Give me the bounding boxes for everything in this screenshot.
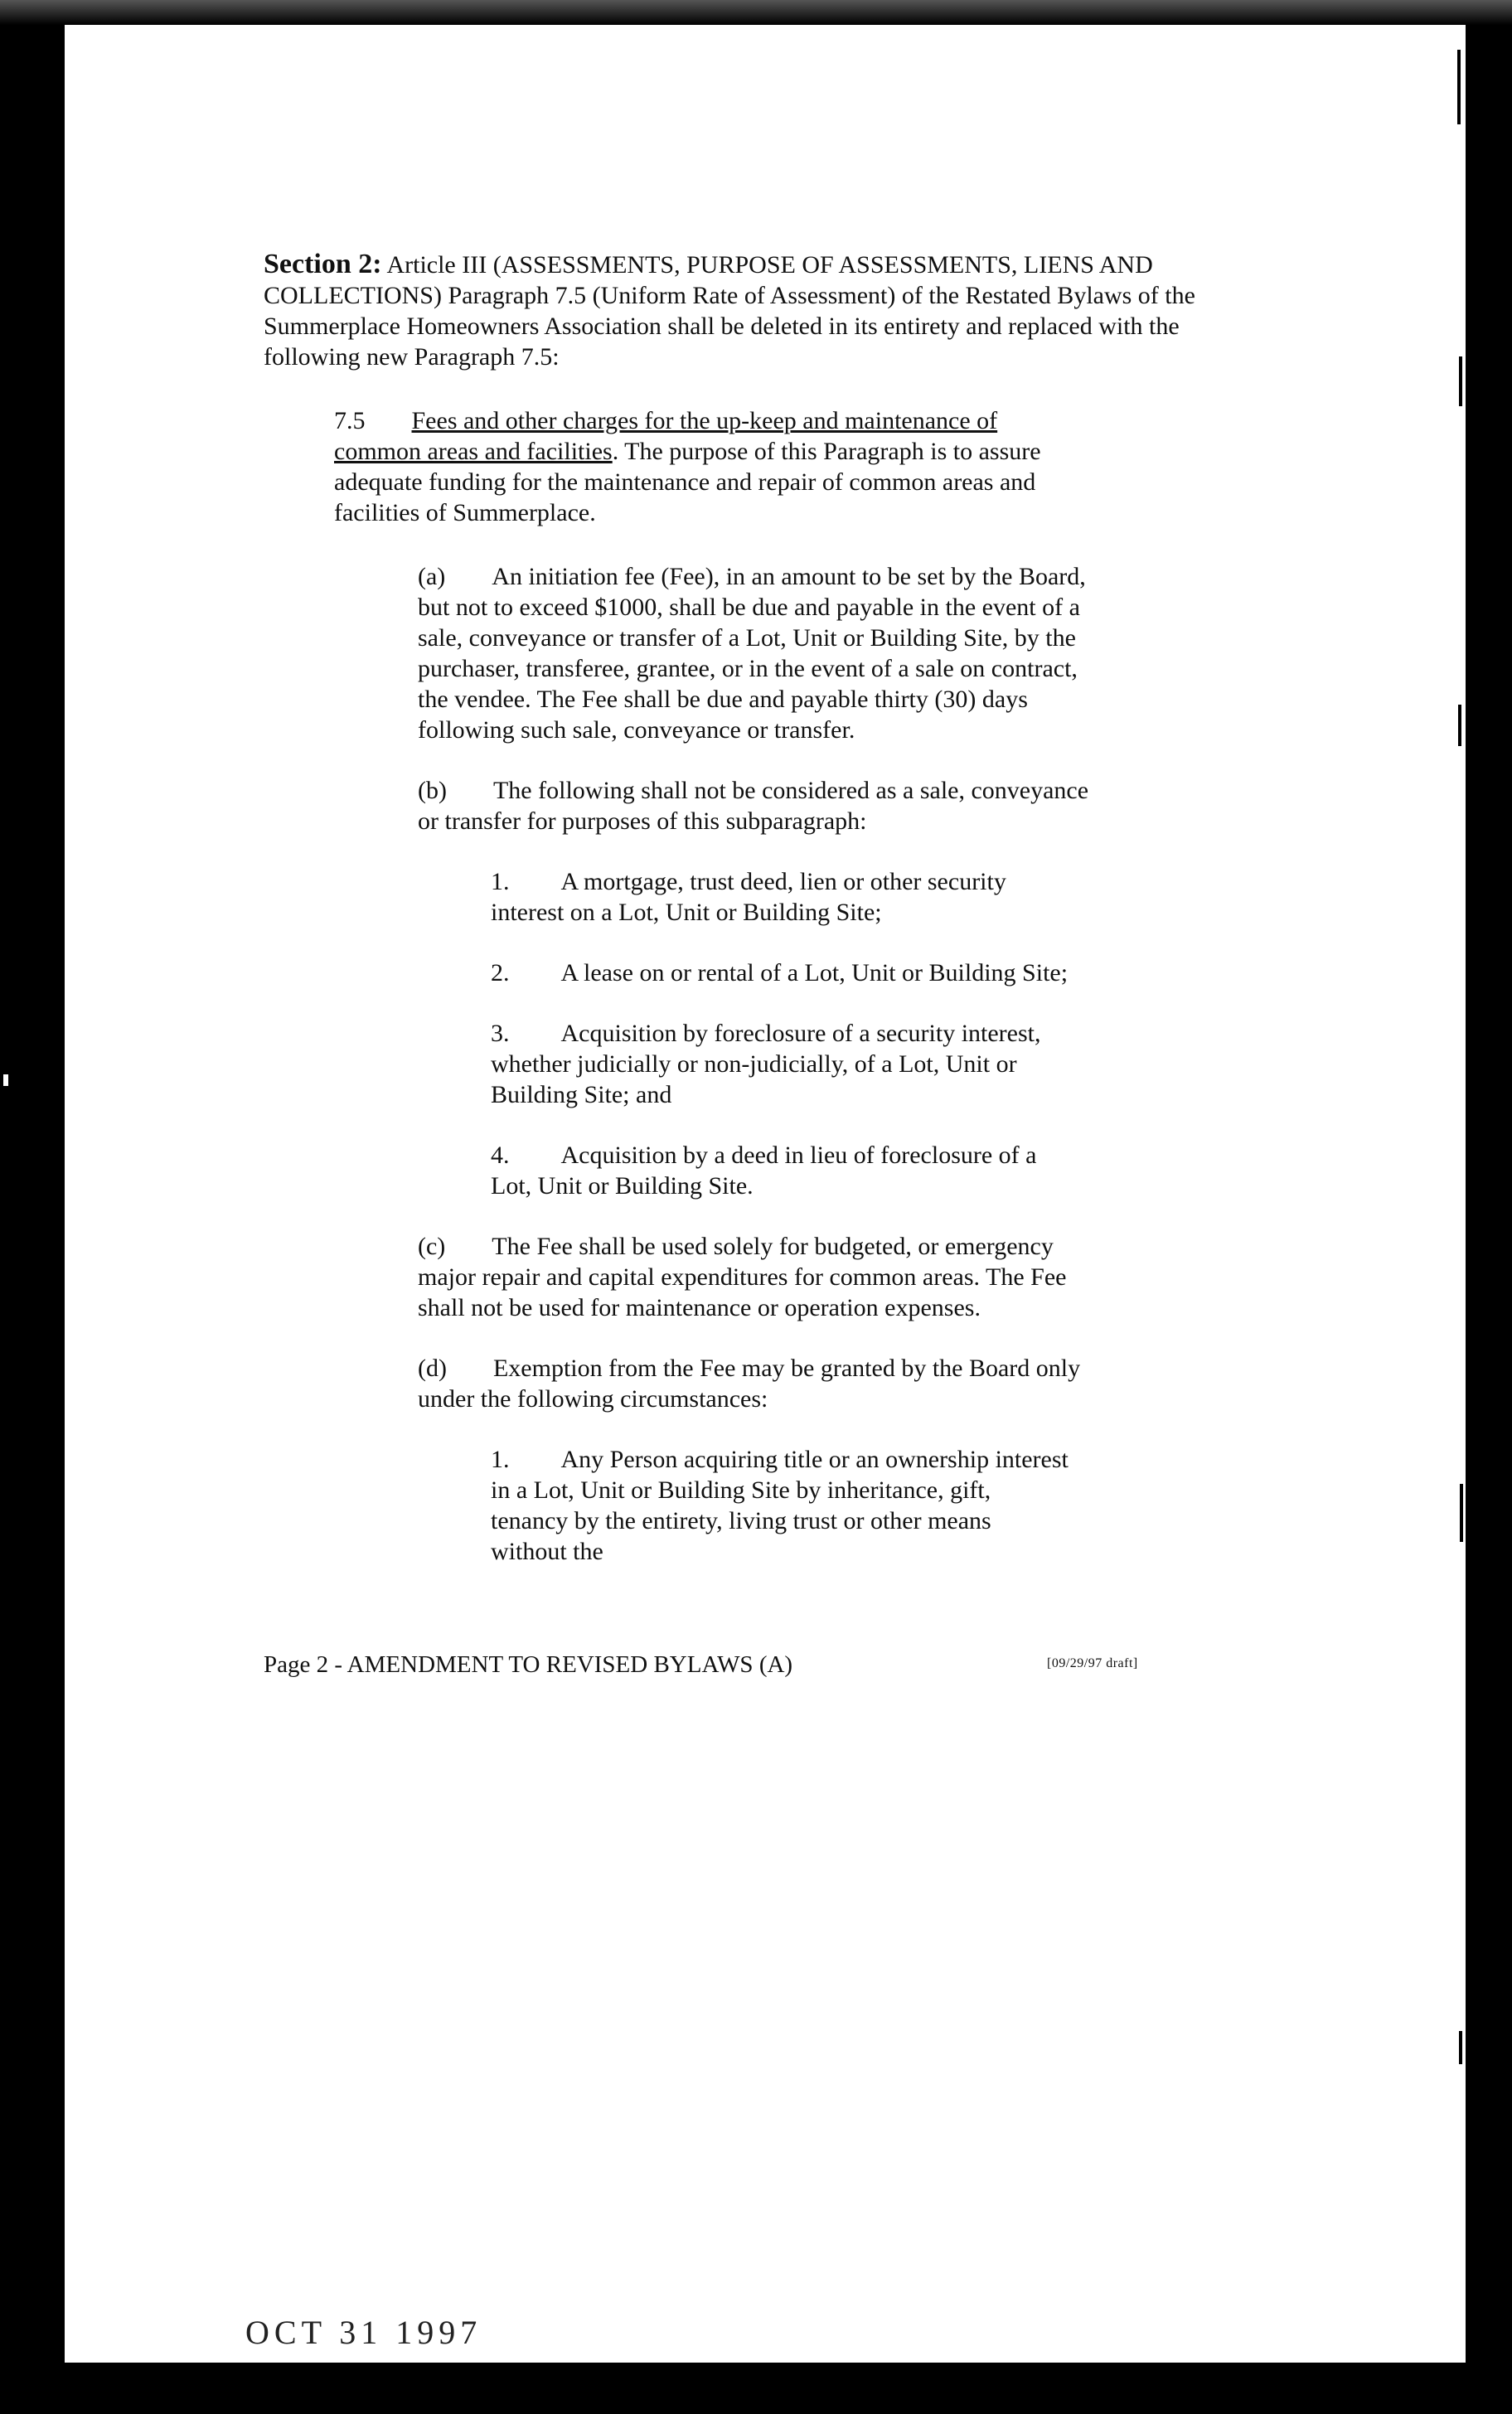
list-item-text: Acquisition by a deed in lieu of foreclosure of a Lot, Unit or Building Site. <box>491 1142 1037 1200</box>
subparagraph-a <box>418 561 1106 745</box>
footer-draft-note: [09/29/97 draft] <box>1047 1656 1138 1670</box>
paragraph-title: Fees and other charges for the up-keep and maintenance of common areas and facilities <box>334 407 998 465</box>
list-item-number: 3. <box>491 1020 510 1047</box>
subparagraph-d <box>418 1353 1106 1414</box>
section-intro <box>264 249 1225 372</box>
subparagraph-b <box>418 775 1106 836</box>
subparagraph-label: (c) <box>418 1233 446 1260</box>
list-item-text: A mortgage, trust deed, lien or other security interest on a Lot, Unit or Building Site; <box>491 868 1006 926</box>
paragraph-7-5 <box>334 405 1064 528</box>
scan-speck <box>3 1074 8 1086</box>
section-heading: Section 2: <box>264 249 382 279</box>
scan-speck <box>1458 705 1461 746</box>
list-item <box>491 957 1071 988</box>
paragraph-number: 7.5 <box>334 407 366 434</box>
subparagraph-label: (d) <box>418 1355 447 1382</box>
list-item-text: Any Person acquiring title or an ownership interest in a Lot, Unit or Building Site by inheritance, gift, tenancy by the entirety, living trust or other means without the <box>491 1446 1069 1565</box>
list-item-number: 1. <box>491 1446 510 1473</box>
list-item-number: 4. <box>491 1142 510 1169</box>
page-footer <box>264 1651 1192 1679</box>
section-intro-text: Article III (ASSESSMENTS, PURPOSE OF ASSESSMENTS, LIENS AND COLLECTIONS) Paragraph 7.5 (Uniform Rate of Assessment) of the Restated Bylaws of the Summerplace Homeowners Association shall be deleted in its entirety and replaced with the following new Paragraph 7.5: <box>264 251 1195 371</box>
list-item-text: Acquisition by foreclosure of a security interest, whether judicially or non-judicially, of a Lot, Unit or Building Site; and <box>491 1020 1041 1108</box>
scan-speck <box>1459 356 1462 406</box>
list-item-number: 2. <box>491 959 510 986</box>
subparagraph-text: The Fee shall be used solely for budgeted, or emergency major repair and capital expenditures for common areas. The Fee shall not be used for maintenance or operation expenses. <box>418 1233 1067 1321</box>
list-item <box>491 1018 1071 1110</box>
list-item-number: 1. <box>491 868 510 895</box>
scan-speck <box>1459 2031 1462 2064</box>
date-stamp: OCT 31 1997 <box>245 2314 482 2351</box>
scan-speck <box>1460 1484 1463 1542</box>
subparagraph-c <box>418 1231 1106 1323</box>
paragraph-body: . The purpose of this Paragraph is to assure adequate funding for the maintenance and repair of common areas and facilities of Summerplace. <box>334 438 1041 526</box>
list-item <box>491 1444 1071 1567</box>
scan-speck <box>1457 50 1461 124</box>
list-item <box>491 1140 1071 1201</box>
footer-page-label: Page 2 - AMENDMENT TO REVISED BYLAWS (A) <box>264 1651 793 1678</box>
document-body <box>264 249 1225 1567</box>
subparagraph-label: (a) <box>418 563 446 590</box>
subparagraph-text: Exemption from the Fee may be granted by the Board only under the following circumstances: <box>418 1355 1081 1413</box>
scan-edge-top <box>0 0 1512 25</box>
subparagraph-label: (b) <box>418 777 447 804</box>
list-item <box>491 866 1071 928</box>
list-item-text: A lease on or rental of a Lot, Unit or Building Site; <box>560 959 1069 986</box>
subparagraph-text: The following shall not be considered as a sale, conveyance or transfer for purposes of this subparagraph: <box>418 777 1089 835</box>
subparagraph-text: An initiation fee (Fee), in an amount to be set by the Board, but not to exceed $1000, shall be due and payable in the event of a sale, conveyance or transfer of a Lot, Unit or Building Site, by the purchaser, transferee, grantee, or in the event of a sale on contract, the vendee. The Fee shall be due and payable thirty (30) days following such sale, conveyance or transfer. <box>418 563 1086 744</box>
